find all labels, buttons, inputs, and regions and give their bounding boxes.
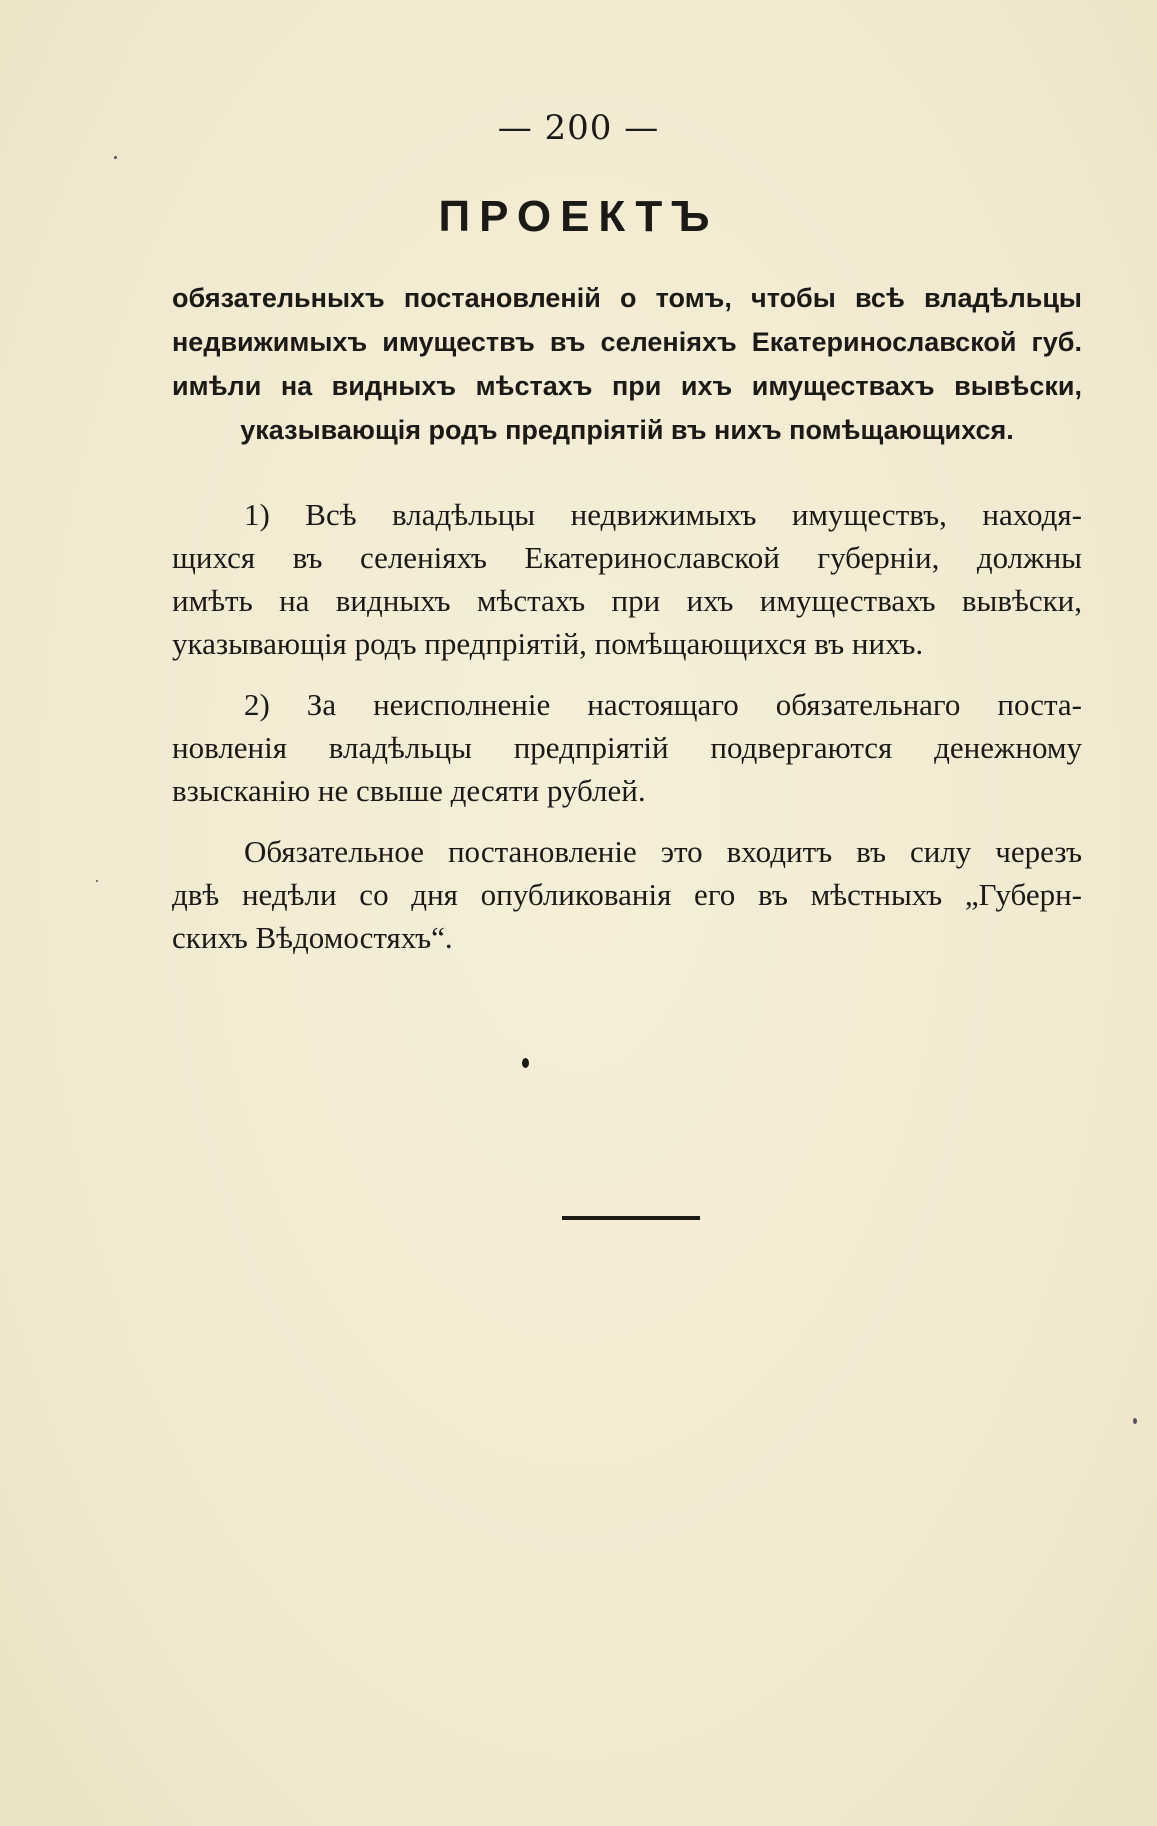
heading-line: имѣли на видныхъ мѣстахъ при ихъ имуществахъ вывѣски, xyxy=(172,371,1082,401)
paragraph-2 xyxy=(172,683,1082,812)
paragraph-line: 1) Всѣ владѣльцы недвижимыхъ имуществъ, находя- xyxy=(244,497,1082,532)
heading-line: обязательныхъ постановленій о томъ, чтобы всѣ владѣльцы xyxy=(172,283,1082,313)
heading-line: указывающія родъ предпріятій въ нихъ помѣщающихся. xyxy=(240,415,1014,445)
ink-dot xyxy=(522,1058,529,1068)
page-number: — 200 — xyxy=(497,108,660,148)
document-title: ПРОЕКТЪ xyxy=(438,192,719,241)
paragraph-line: двѣ недѣли со дня опубликованія его въ мѣстныхъ „Губерн- xyxy=(172,877,1082,912)
paper-speck xyxy=(114,156,117,159)
heading-line: недвижимыхъ имуществъ въ селеніяхъ Екатеринославской губ. xyxy=(172,327,1082,357)
paragraph-line: щихся въ селеніяхъ Екатеринославской губерніи, должны xyxy=(172,540,1082,575)
paragraph-line: взысканію не свыше десяти рублей. xyxy=(172,773,646,808)
paper-speck xyxy=(96,880,98,882)
paragraph-line: новленія владѣльцы предпріятій подвергаются денежному xyxy=(172,730,1082,765)
closing-rule xyxy=(562,1216,700,1220)
paragraph-line: указывающія родъ предпріятій, помѣщающихся въ нихъ. xyxy=(172,626,924,661)
paragraph-line: имѣть на видныхъ мѣстахъ при ихъ имуществахъ вывѣски, xyxy=(172,583,1082,618)
paragraph-1 xyxy=(172,493,1082,665)
document-heading xyxy=(172,276,1082,452)
paragraph-line: скихъ Вѣдомостяхъ“. xyxy=(172,920,453,955)
paragraph-line: Обязательное постановленіе это входитъ въ силу черезъ xyxy=(244,834,1082,869)
paragraph-3 xyxy=(172,830,1082,959)
paragraph-line: 2) За неисполненіе настоящаго обязательнаго поста- xyxy=(244,687,1082,722)
paper-speck xyxy=(1133,1418,1137,1424)
